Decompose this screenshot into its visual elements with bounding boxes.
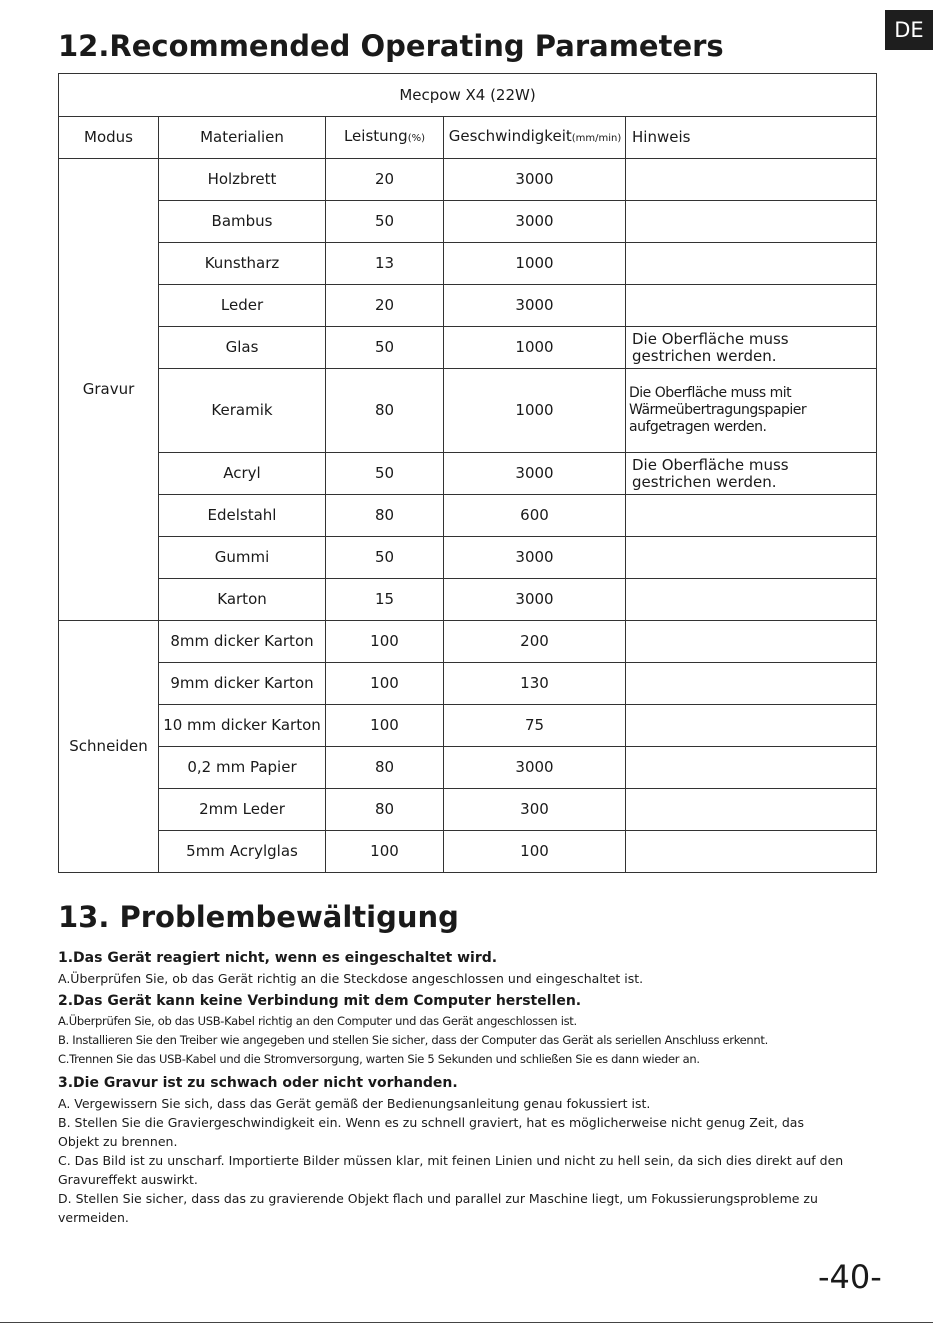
cell-material: 10 mm dicker Karton <box>159 705 326 747</box>
problem-question: 3.Die Gravur ist zu schwach oder nicht vorhanden. <box>58 1075 458 1091</box>
cell-note: Die Oberfläche muss mit Wärmeübertragungspapier aufgetragen werden. <box>626 369 877 453</box>
cell-speed: 200 <box>444 621 626 663</box>
table-row <box>59 621 877 663</box>
cell-power: 80 <box>326 495 444 537</box>
problem-1 <box>58 949 848 988</box>
header-mode: Modus <box>59 117 159 159</box>
cell-material: Karton <box>159 579 326 621</box>
mode-cut: Schneiden <box>59 621 159 873</box>
operating-parameters-table <box>58 73 877 873</box>
cell-note <box>626 831 877 873</box>
cell-power: 50 <box>326 453 444 495</box>
cell-material: Edelstahl <box>159 495 326 537</box>
table-row <box>59 201 877 243</box>
language-badge: DE <box>885 10 933 50</box>
page-number: -40- <box>818 1258 882 1296</box>
cell-speed: 3000 <box>444 285 626 327</box>
cell-power: 50 <box>326 201 444 243</box>
header-material: Materialien <box>159 117 326 159</box>
cell-note <box>626 663 877 705</box>
problem-answer: B. Stellen Sie die Graviergeschwindigkeit ein. Wenn es zu schnell graviert, hat es möglicherweise nicht genug Zeit, das Objekt zu brennen. <box>58 1115 804 1149</box>
header-speed: Geschwindigkeit(mm/min) <box>444 117 626 159</box>
cell-note: Die Oberfläche muss gestrichen werden. <box>626 453 877 495</box>
table-caption: Mecpow X4 (22W) <box>59 74 877 117</box>
cell-speed: 1000 <box>444 369 626 453</box>
cell-power: 100 <box>326 705 444 747</box>
table-row <box>59 747 877 789</box>
table-row <box>59 789 877 831</box>
cell-speed: 3000 <box>444 201 626 243</box>
cell-material: 2mm Leder <box>159 789 326 831</box>
cell-speed: 3000 <box>444 453 626 495</box>
problem-2 <box>58 992 848 1069</box>
table-row <box>59 579 877 621</box>
cell-material: Kunstharz <box>159 243 326 285</box>
problem-question: 1.Das Gerät reagiert nicht, wenn es eingeschaltet wird. <box>58 950 498 966</box>
section-12-title: 12.Recommended Operating Parameters <box>58 29 724 63</box>
cell-power: 50 <box>326 537 444 579</box>
problem-answer: A. Vergewissern Sie sich, dass das Gerät gemäß der Bedienungsanleitung genau fokussiert ist. <box>58 1096 651 1111</box>
cell-power: 20 <box>326 285 444 327</box>
cell-note <box>626 201 877 243</box>
cell-note <box>626 537 877 579</box>
problem-question: 2.Das Gerät kann keine Verbindung mit dem Computer herstellen. <box>58 993 582 1009</box>
cell-speed: 300 <box>444 789 626 831</box>
cell-speed: 3000 <box>444 747 626 789</box>
cell-material: 5mm Acrylglas <box>159 831 326 873</box>
section-13-title: 13. Problembewältigung <box>58 900 459 934</box>
problem-answer: A.Überprüfen Sie, ob das USB-Kabel richtig an den Computer und das Gerät angeschlossen ist. <box>58 1014 577 1028</box>
table-row <box>59 453 877 495</box>
cell-power: 80 <box>326 747 444 789</box>
cell-note <box>626 285 877 327</box>
cell-note <box>626 705 877 747</box>
cell-note <box>626 159 877 201</box>
cell-material: Bambus <box>159 201 326 243</box>
cell-speed: 600 <box>444 495 626 537</box>
problem-3 <box>58 1074 848 1227</box>
table-row <box>59 327 877 369</box>
cell-speed: 3000 <box>444 159 626 201</box>
table-row <box>59 369 877 453</box>
cell-material: 9mm dicker Karton <box>159 663 326 705</box>
cell-speed: 1000 <box>444 243 626 285</box>
table-row <box>59 159 877 201</box>
problem-answer: B. Installieren Sie den Treiber wie angegeben und stellen Sie sicher, dass der Computer das Gerät als seriellen Anschluss erkennt. <box>58 1033 768 1047</box>
cell-power: 80 <box>326 369 444 453</box>
cell-power: 50 <box>326 327 444 369</box>
cell-power: 15 <box>326 579 444 621</box>
cell-material: Glas <box>159 327 326 369</box>
cell-note: Die Oberfläche muss gestrichen werden. <box>626 327 877 369</box>
table-row <box>59 663 877 705</box>
cell-material: Holzbrett <box>159 159 326 201</box>
table-row <box>59 495 877 537</box>
cell-speed: 3000 <box>444 579 626 621</box>
cell-note <box>626 243 877 285</box>
problem-answer: C.Trennen Sie das USB-Kabel und die Stromversorgung, warten Sie 5 Sekunden und schließen Sie es dann wieder an. <box>58 1052 700 1066</box>
cell-material: Leder <box>159 285 326 327</box>
cell-note <box>626 747 877 789</box>
cell-power: 13 <box>326 243 444 285</box>
cell-speed: 3000 <box>444 537 626 579</box>
table-row <box>59 537 877 579</box>
cell-material: Gummi <box>159 537 326 579</box>
table-row <box>59 831 877 873</box>
cell-power: 80 <box>326 789 444 831</box>
cell-material: Acryl <box>159 453 326 495</box>
bottom-rule <box>0 1322 933 1323</box>
cell-note <box>626 579 877 621</box>
cell-speed: 75 <box>444 705 626 747</box>
table-row <box>59 705 877 747</box>
table-row <box>59 243 877 285</box>
header-note: Hinweis <box>626 117 877 159</box>
problem-answer: D. Stellen Sie sicher, dass das zu gravierende Objekt flach und parallel zur Maschine liegt, um Fokussierungsprobleme zu vermeiden. <box>58 1191 818 1225</box>
problem-answer: C. Das Bild ist zu unscharf. Importierte Bilder müssen klar, mit feinen Linien und nicht zu hell sein, da sich dies direkt auf den Gravureffekt auswirkt. <box>58 1153 844 1187</box>
cell-note <box>626 621 877 663</box>
cell-note <box>626 789 877 831</box>
cell-power: 100 <box>326 831 444 873</box>
cell-power: 100 <box>326 621 444 663</box>
cell-note <box>626 495 877 537</box>
cell-power: 100 <box>326 663 444 705</box>
cell-speed: 100 <box>444 831 626 873</box>
cell-power: 20 <box>326 159 444 201</box>
cell-material: Keramik <box>159 369 326 453</box>
header-power: Leistung(%) <box>326 117 444 159</box>
cell-material: 8mm dicker Karton <box>159 621 326 663</box>
cell-material: 0,2 mm Papier <box>159 747 326 789</box>
cell-speed: 1000 <box>444 327 626 369</box>
mode-engrave: Gravur <box>59 159 159 621</box>
table-row <box>59 285 877 327</box>
problem-answer: A.Überprüfen Sie, ob das Gerät richtig an die Steckdose angeschlossen und eingeschaltet ist. <box>58 971 644 986</box>
cell-speed: 130 <box>444 663 626 705</box>
